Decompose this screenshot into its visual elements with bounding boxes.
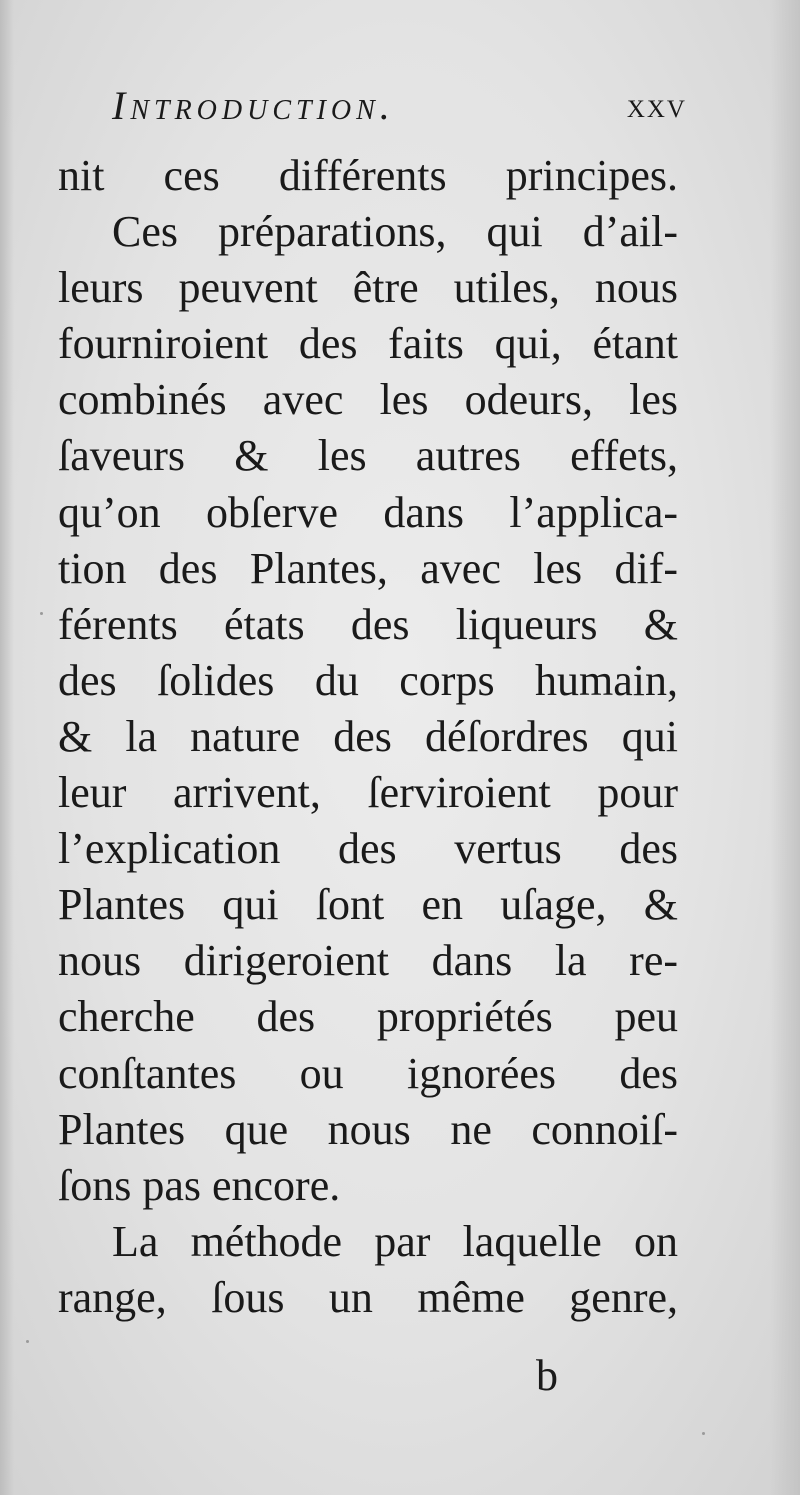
text-line: tion des Plantes, avec les dif- (58, 543, 678, 593)
paper-speck (26, 1340, 29, 1343)
text-line: qu’on obſerve dans l’applica- (58, 487, 678, 537)
text-line: cherche des propriétés peu (58, 992, 678, 1042)
text-line: férents états des liqueurs & (58, 599, 678, 649)
text-line: ſons pas encore. (58, 1160, 341, 1210)
text-line: leurs peuvent être utiles, nous (58, 263, 678, 313)
text-line: & la nature des déſordres qui (58, 711, 678, 761)
paper-speck (702, 1432, 705, 1435)
text-line: des ſolides du corps humain, (58, 655, 678, 705)
text-line: combinés avec les odeurs, les (58, 375, 678, 425)
paper-speck (40, 612, 43, 615)
text-line: nit ces différents principes. (58, 151, 678, 200)
text-line: l’explication des vertus des (58, 824, 678, 874)
text-line: conſtantes ou ignorées des (58, 1048, 678, 1098)
text-line: range, ſous un même genre, (58, 1272, 678, 1322)
page-number: xxv (626, 85, 687, 125)
page-header (112, 82, 687, 138)
text-line: leur arrivent, ſerviroient pour (58, 768, 678, 818)
text-line: Plantes que nous ne connoiſ- (58, 1104, 678, 1154)
signature-mark: b (536, 1351, 558, 1400)
text-line: La méthode par laquelle on (112, 1216, 678, 1266)
text-line: ſaveurs & les autres effets, (58, 431, 678, 481)
text-line: nous dirigeroient dans la re- (58, 936, 678, 986)
text-line: Plantes qui ſont en uſage, & (58, 880, 678, 930)
running-title: Introduction. (112, 83, 395, 128)
body-text (58, 148, 678, 1326)
text-line: Ces préparations, qui d’ail- (112, 207, 678, 257)
text-line: fourniroient des faits qui, étant (58, 319, 678, 369)
